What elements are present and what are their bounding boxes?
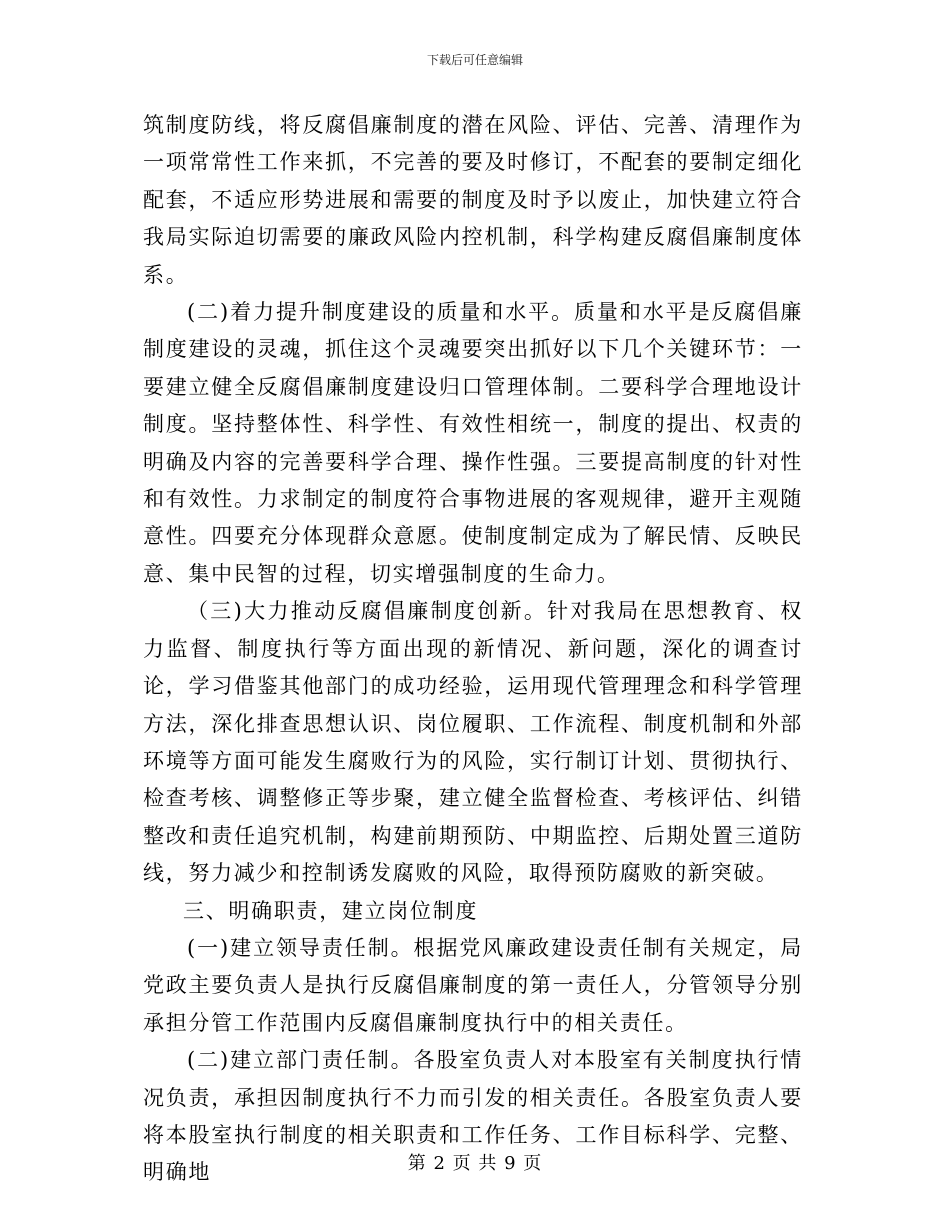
- paragraph-section-2-3: （三)大力推动反腐倡廉制度创新。针对我局在思想教育、权力监督、制度执行等方面出现的新情况、新问题，深化的调查讨论，学习借鉴其他部门的成功经验，运用现代管理理念和科学管理方法，深化排查思想认识、岗位履职、工作流程、制度机制和外部环境等方面可能发生腐败行为的风险，实行制订计划、贯彻执行、检查考核、调整修正等步聚，建立健全监督检查、考核评估、纠错整改和责任追究机制，构建前期预防、中期监控、后期处置三道防线，努力减少和控制诱发腐败的风险，取得预防腐败的新突破。: [143, 599, 803, 886]
- paragraph-section-2-2: (二)着力提升制度建设的质量和水平。质量和水平是反腐倡廉制度建设的灵魂，抓住这个灵魂要突出抓好以下几个关键环节：一要建立健全反腐倡廉制度建设归口管理体制。二要科学合理地设计制度。坚持整体性、科学性、有效性相统一，制度的提出、权责的明确及内容的完善要科学合理、操作性强。三要提高制度的针对性和有效性。力求制定的制度符合事物进展的客观规律，避开主观随意性。四要充分体现群众意愿。使制度制定成为了解民情、反映民意、集中民智的过程，切实增强制度的生命力。: [143, 300, 803, 586]
- document-body: [143, 107, 803, 1192]
- page-number-footer: 第 2 页 共 9 页: [407, 1153, 543, 1174]
- paragraph-section-3-2: (二)建立部门责任制。各股室负责人对本股室有关制度执行情况负责，承担因制度执行不力而引发的相关责任。各股室负责人要将本股室执行制度的相关职责和工作任务、工作目标科学、完整、明确地: [143, 1048, 803, 1185]
- section-heading-3: 三、明确职责，建立岗位制度: [183, 898, 479, 923]
- page-header: 下载后可任意编辑: [426, 53, 523, 67]
- paragraph-continuation: 筑制度防线，将反腐倡廉制度的潜在风险、评估、完善、清理作为一项常常性工作来抓，不完善的要及时修订，不配套的要制定细化配套，不适应形势进展和需要的制度及时予以废止，加快建立符合我局实际迫切需要的廉政风险内控机制，科学构建反腐倡廉制度体系。: [143, 113, 803, 287]
- paragraph-section-3-1: (一)建立领导责任制。根据党风廉政建设责任制有关规定，局党政主要负责人是执行反腐倡廉制度的第一责任人，分管领导分别承担分管工作范围内反腐倡廉制度执行中的相关责任。: [143, 935, 803, 1035]
